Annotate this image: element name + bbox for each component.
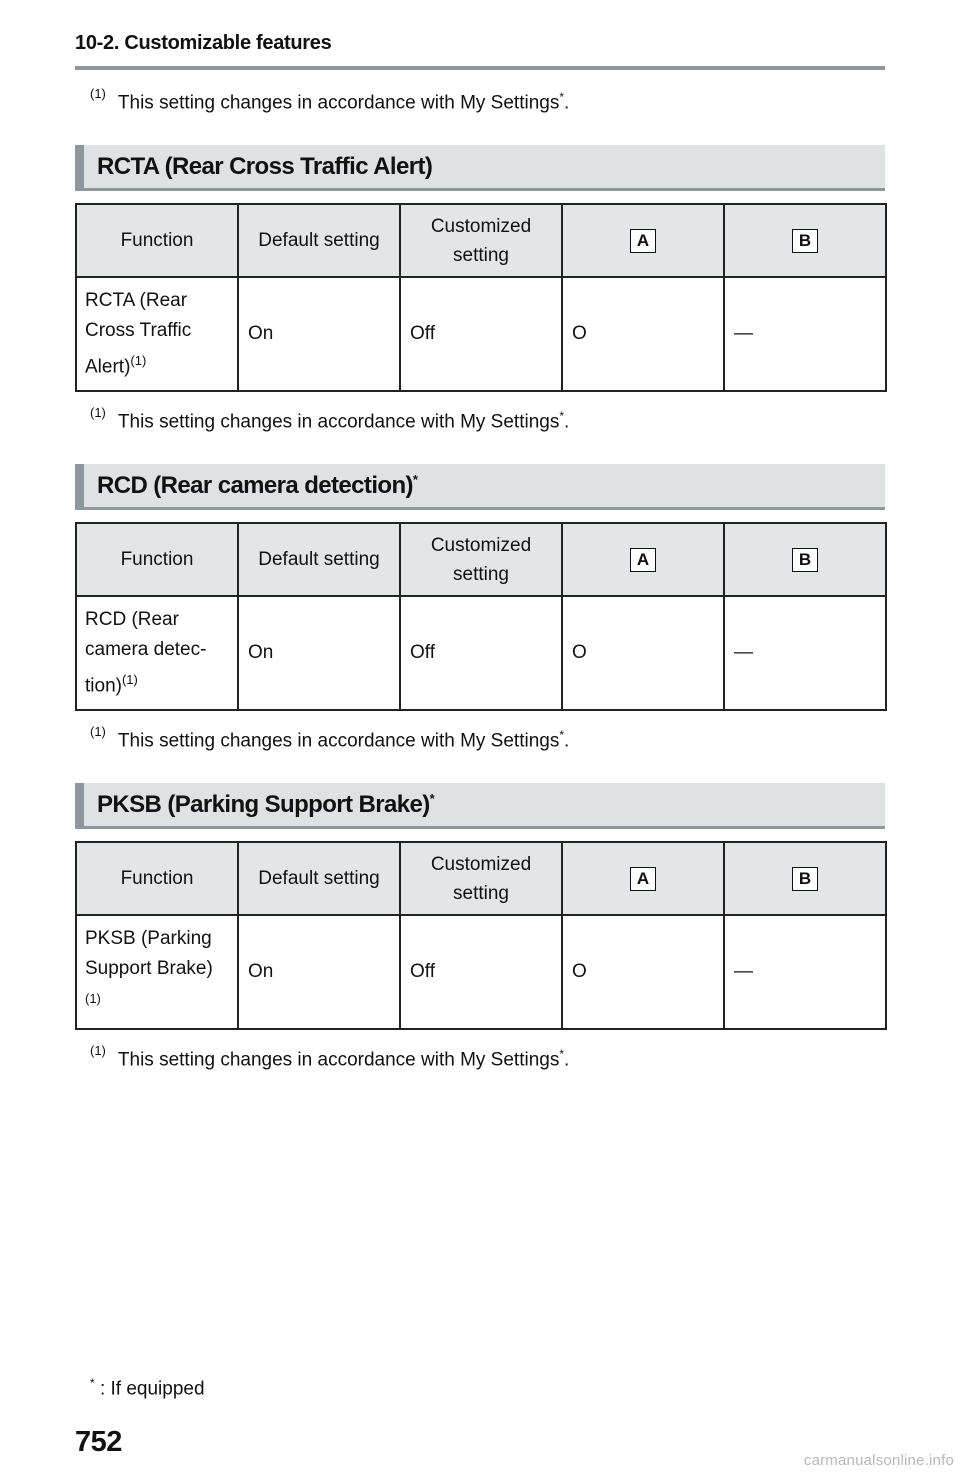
header-default: Default setting	[238, 523, 400, 596]
table-row	[76, 277, 886, 391]
header-col-a	[562, 204, 724, 277]
cell-b: —	[724, 277, 886, 391]
table-header-row	[76, 523, 886, 596]
header-default: Default setting	[238, 204, 400, 277]
function-marker: (1)	[121, 671, 138, 687]
function-marker: (1)	[130, 352, 147, 368]
section-bar-pksb	[75, 783, 885, 829]
section-bar-rcta	[75, 145, 885, 191]
footnote-text: : If equipped	[99, 1378, 205, 1400]
section-bar-rcd	[75, 464, 885, 510]
header-default: Default setting	[238, 842, 400, 915]
table-row	[76, 915, 886, 1029]
footnote-marker: *	[90, 1376, 95, 1390]
note-marker: (1)	[90, 86, 106, 101]
cell-function	[76, 596, 238, 710]
section-asterisk: *	[412, 472, 418, 487]
section-title: RCTA (Rear Cross Traffic Alert)	[97, 153, 433, 180]
cell-customized: Off	[400, 596, 562, 710]
cell-function	[76, 915, 238, 1029]
header-col-b	[724, 842, 886, 915]
cell-customized: Off	[400, 277, 562, 391]
note-text: This setting changes in accordance with My Settings	[117, 92, 560, 114]
cell-a: O	[562, 915, 724, 1029]
table-rcta	[75, 203, 887, 392]
function-line: RCD (Rear	[85, 608, 179, 630]
cell-b: —	[724, 915, 886, 1029]
col-b-label: B	[792, 867, 818, 891]
note-marker: (1)	[90, 724, 106, 739]
table-header-row	[76, 842, 886, 915]
note-3: $^{(1)}$ This setting changes in accordance with My Settings*.	[90, 1043, 570, 1071]
col-a-label: A	[630, 229, 656, 253]
cell-customized: Off	[400, 915, 562, 1029]
cell-b: —	[724, 596, 886, 710]
cell-default: On	[238, 277, 400, 391]
header-function: Function	[76, 842, 238, 915]
page-header	[75, 30, 885, 70]
header-customized: Customized setting	[400, 842, 562, 915]
watermark: carmanualsonline.info	[803, 1452, 954, 1469]
table-pksb	[75, 841, 887, 1030]
table-header-row	[76, 204, 886, 277]
note-asterisk: *	[559, 90, 565, 104]
function-line: RCTA (Rear	[85, 289, 188, 311]
section-title-wrap	[97, 791, 434, 819]
header-col-a	[562, 523, 724, 596]
note-marker: (1)	[90, 405, 106, 420]
note-0: $^{(1)}$ This setting changes in accordance with My Settings*.	[90, 86, 570, 114]
header-col-b	[724, 523, 886, 596]
function-line: camera detec-	[85, 638, 207, 660]
cell-a: O	[562, 596, 724, 710]
section-title-wrap	[97, 472, 417, 500]
header-customized: Customized setting	[400, 204, 562, 277]
note-asterisk: *	[559, 728, 565, 742]
function-line: PKSB (Parking	[85, 927, 212, 949]
col-a-label: A	[630, 867, 656, 891]
function-line: Support Brake)	[85, 957, 213, 979]
note-1: $^{(1)}$ This setting changes in accordance with My Settings*.	[90, 405, 570, 433]
col-b-label: B	[792, 548, 818, 572]
note-text: This setting changes in accordance with My Settings	[117, 1049, 560, 1071]
col-b-label: B	[792, 229, 818, 253]
note-2: $^{(1)}$ This setting changes in accordance with My Settings*.	[90, 724, 570, 752]
function-marker: (1)	[85, 990, 101, 1006]
cell-a: O	[562, 277, 724, 391]
function-line: tion)	[85, 675, 122, 697]
section-title: PKSB (Parking Support Brake)	[97, 791, 430, 818]
page-number: 752	[75, 1426, 122, 1458]
note-marker: (1)	[90, 1043, 106, 1058]
function-line: Alert)	[85, 356, 131, 378]
note-asterisk: *	[559, 1047, 565, 1061]
header-col-b	[724, 204, 886, 277]
header-customized: Customized setting	[400, 523, 562, 596]
section-title: RCD (Rear camera detection)	[97, 472, 413, 499]
cell-default: On	[238, 915, 400, 1029]
header-function: Function	[76, 204, 238, 277]
footnote	[90, 1376, 205, 1400]
header-title: 10-2. Customizable features	[75, 32, 332, 54]
table-row	[76, 596, 886, 710]
cell-function	[76, 277, 238, 391]
table-rcd	[75, 522, 887, 711]
function-line: Cross Traffic	[85, 319, 192, 341]
note-asterisk: *	[559, 409, 565, 423]
section-asterisk: *	[429, 791, 435, 806]
note-text: This setting changes in accordance with My Settings	[117, 730, 560, 752]
note-text: This setting changes in accordance with My Settings	[117, 411, 560, 433]
cell-default: On	[238, 596, 400, 710]
header-function: Function	[76, 523, 238, 596]
header-col-a	[562, 842, 724, 915]
col-a-label: A	[630, 548, 656, 572]
